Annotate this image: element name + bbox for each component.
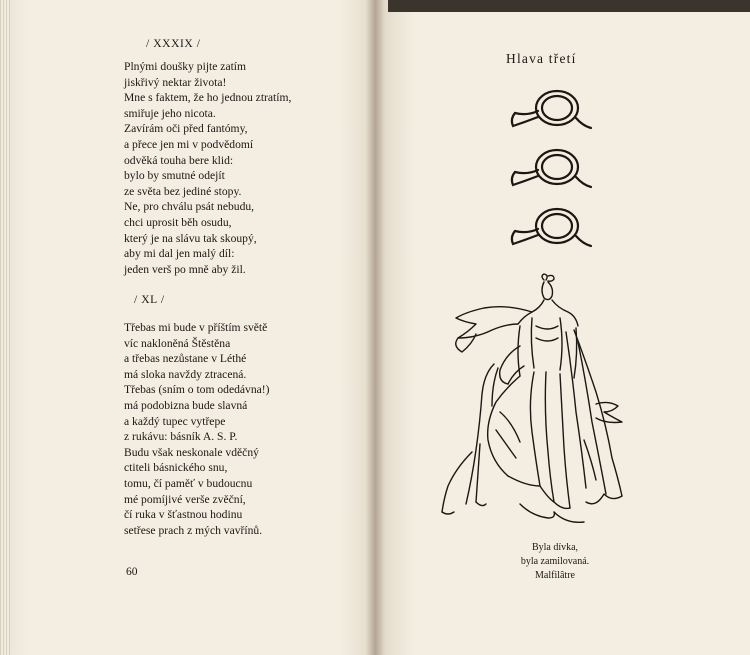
poem-line: z rukávu: básník A. S. P. xyxy=(124,430,238,444)
poem-line: aby mi dal jen malý díl: xyxy=(124,247,235,261)
poem-line: ctiteli básnického snu, xyxy=(124,461,228,475)
poem-line: bylo by smutné odejít xyxy=(124,169,225,183)
stanza-xxxix xyxy=(124,59,291,277)
poem-line: ze světa bez jediné stopy. xyxy=(124,184,242,198)
post-horn-icon xyxy=(505,204,595,254)
poem-line: Ne, pro chválu psát nebudu, xyxy=(124,200,255,214)
page-number: 60 xyxy=(126,566,138,578)
stanza-numeral-xl: / XL / xyxy=(134,294,165,306)
poem-line: má sloka navždy ztracená. xyxy=(124,367,247,381)
poem-line: smiřuje jeho nicota. xyxy=(124,106,216,120)
poem-line: víc nakloněná Štěstěna xyxy=(124,336,231,350)
poem-line: setřese prach z mých vavřínů. xyxy=(124,523,263,537)
caption-line-2: byla zamilovaná. xyxy=(520,556,590,567)
poem-line: tomu, čí paměť v budoucnu xyxy=(124,476,253,490)
post-horn-icon xyxy=(505,86,595,136)
poem-line: mé pomíjivé verše zvěční, xyxy=(124,492,246,506)
post-horn-icon xyxy=(505,145,595,195)
poem-line: Zavírám oči před fantómy, xyxy=(124,122,248,136)
poem-line: jiskřivý nektar života! xyxy=(124,75,227,89)
poem-line: Mne s faktem, že ho jednou ztratím, xyxy=(124,91,292,105)
chapter-title: Hlava třetí xyxy=(506,51,577,66)
poem-line: chci uprosit běh osudu, xyxy=(124,215,232,229)
poem-line: Třebas (sním o tom odedávna!) xyxy=(124,383,270,397)
stanza-numeral-xxxix: / XXXIX / xyxy=(146,38,201,50)
stanza-xl xyxy=(124,320,270,538)
poem-line: má podobizna bude slavná xyxy=(124,398,248,412)
caption-author: Malfilâtre xyxy=(535,570,575,581)
poem-line: a třebas nezůstane v Léthé xyxy=(124,352,247,366)
poem-line: odvěká touha bere klid: xyxy=(124,153,234,167)
book-gutter xyxy=(366,0,384,655)
poem-line: Plnými doušky pijte zatím xyxy=(124,60,247,73)
poem-line: Třebas mi bude v příštím světě xyxy=(124,321,268,334)
poem-line: čí ruka v šťastnou hodinu xyxy=(124,508,243,522)
poem-line: který je na slávu tak skoupý, xyxy=(124,231,257,245)
book-cover-edge xyxy=(388,0,750,12)
seated-woman-illustration xyxy=(436,272,626,530)
poem-line: a přece jen mi v podvědomí xyxy=(124,137,254,151)
page-edges xyxy=(0,0,10,655)
poem-line: a každý tupec vytřepe xyxy=(124,414,226,428)
poem-line: jeden verš po mně aby žil. xyxy=(124,262,246,276)
poem-line: Budu však neskonale vděčný xyxy=(124,445,259,459)
caption-line-1: Byla dívka, xyxy=(531,542,579,553)
